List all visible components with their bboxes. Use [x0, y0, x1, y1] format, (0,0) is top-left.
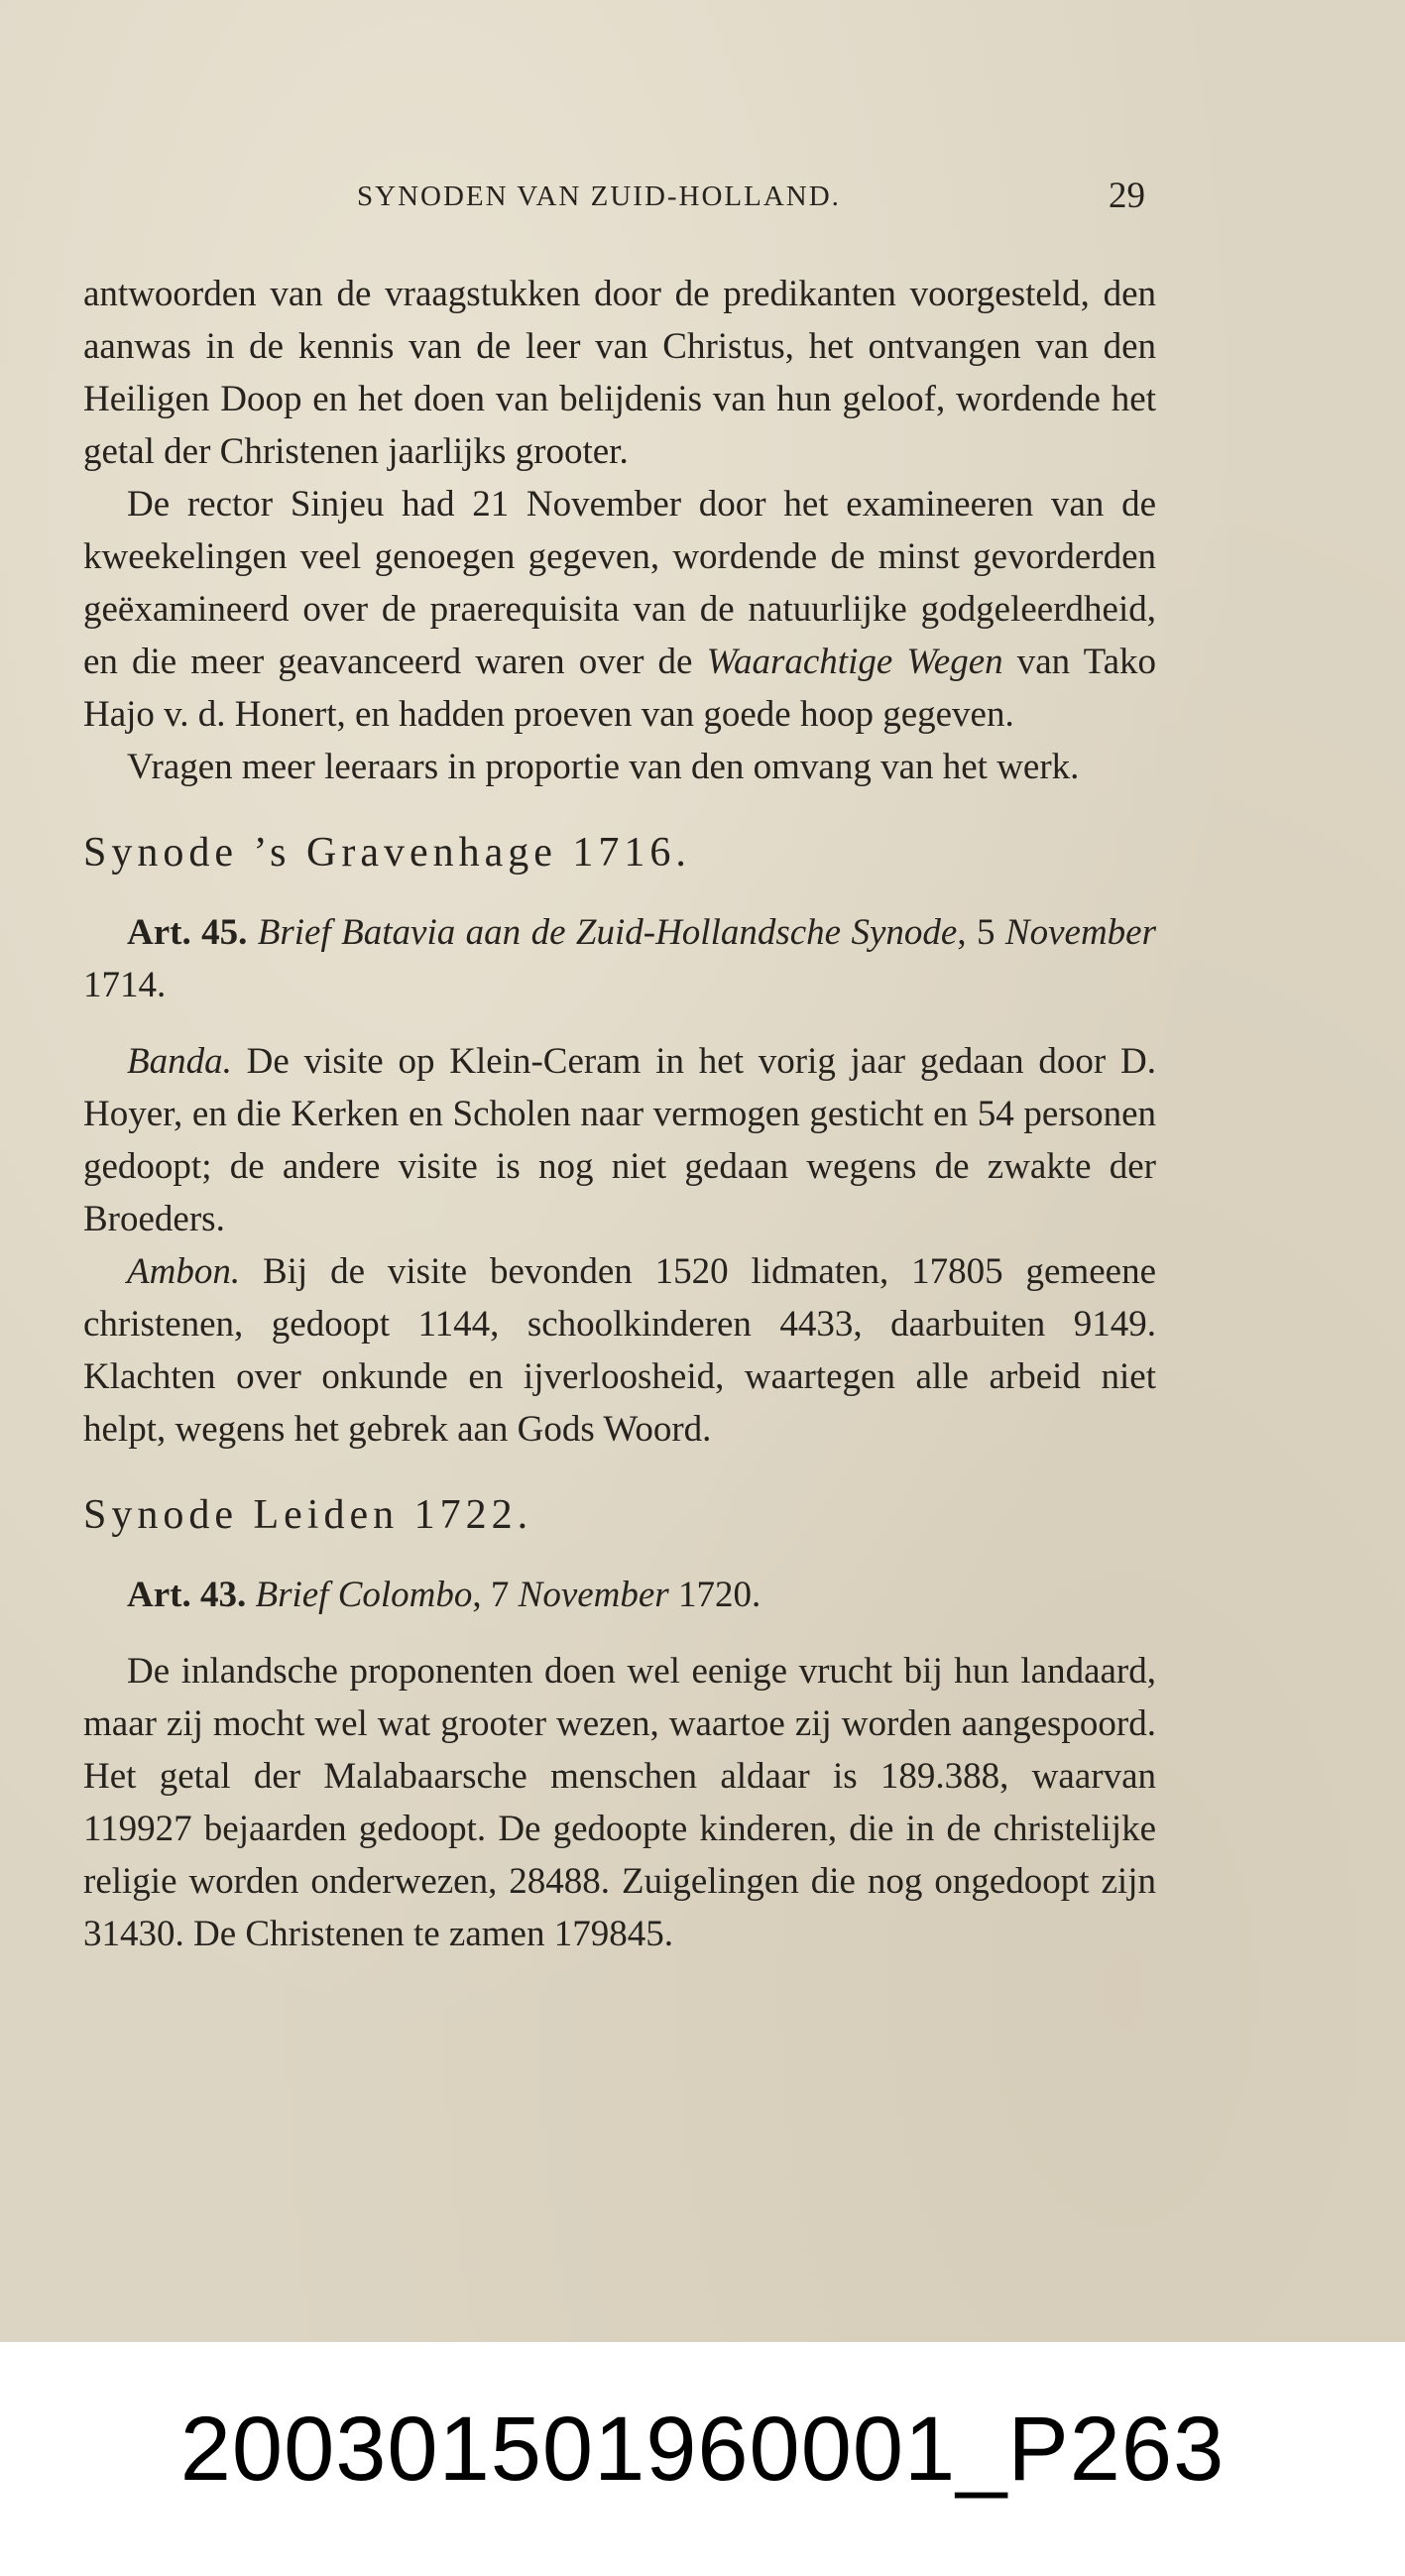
- article-label: Art. 45.: [127, 912, 248, 953]
- paragraph-banda: Banda. De visite op Klein-Ceram in het vorig jaar gedaan door D. Hoyer, en die Kerken en Scholen naar vermogen gesticht en 54 personen gedoopt; de andere visite is nog niet gedaan wegens de zwakte der Broeders.: [83, 1041, 1156, 1239]
- paragraph-ambon: Ambon. Bij de visite bevonden 1520 lidmaten, 17805 gemeene christenen, gedoopt 1144, schoolkinderen 4433, daarbuiten 9149. Klachten over onkunde en ijverloosheid, waartegen alle arbeid niet helpt, wegens het gebrek aan Gods Woord.: [83, 1251, 1156, 1450]
- page-body: [83, 268, 1156, 1960]
- section-heading-gravenhage: Synode ’s Gravenhage 1716.: [83, 830, 691, 876]
- place-label: Ambon.: [127, 1251, 241, 1292]
- section-heading-leiden: Synode Leiden 1722.: [83, 1492, 533, 1538]
- paragraph-rector: De rector Sinjeu had 21 November door het examineeren van de kweekelingen veel genoegen gegeven, wordende de minst gevorderden geëxamineerd over de praerequisita van de natuurlijke godgeleerdheid, en die meer geavanceerd waren over de Waarachtige Wegen van Tako Hajo v. d. Honert, en hadden proeven van goede hoop gegeven.: [83, 484, 1157, 735]
- paragraph-vragen: Vragen meer leeraars in proportie van den omvang van het werk.: [127, 747, 1080, 787]
- book-title: Waarachtige Wegen: [706, 642, 1003, 682]
- scan-identifier: 200301501960001_P263: [179, 2399, 1226, 2500]
- page-header: [0, 175, 1405, 224]
- article-header-43: Art. 43. Brief Colombo, 7 November 1720.: [127, 1575, 761, 1615]
- paragraph-continuation: antwoorden van de vraagstukken door de predikanten voorgesteld, den aanwas in de kennis van de leer van Christus, het ontvangen van den Heiligen Doop en het doen van belijdenis van hun geloof, wordende het getal der Christenen jaarlijks grooter.: [83, 274, 1156, 472]
- article-label: Art. 43.: [127, 1575, 247, 1615]
- article-header-45: Art. 45. Brief Batavia aan de Zuid-Hollandsche Synode, 5 November 1714.: [83, 912, 1156, 1005]
- place-label: Banda.: [127, 1041, 232, 1082]
- article-title: Brief Batavia aan de Zuid-Hollandsche Synode: [257, 912, 958, 953]
- running-title: SYNODEN VAN ZUID-HOLLAND.: [357, 180, 841, 212]
- page-number: 29: [1109, 176, 1145, 216]
- article-title: Brief Colombo: [255, 1575, 473, 1615]
- paragraph-colombo: De inlandsche proponenten doen wel eenige vrucht bij hun landaard, maar zij mocht wel wat grooter wezen, waartoe zij worden aangespoord. Het getal der Malabaarsche menschen aldaar is 189.388, waarvan 119927 bejaarden gedoopt. De gedoopte kinderen, die in de christelijke religie worden onderwezen, 28488. Zuigelingen die nog ongedoopt zijn 31430. De Christenen te zamen 179845.: [83, 1651, 1156, 1954]
